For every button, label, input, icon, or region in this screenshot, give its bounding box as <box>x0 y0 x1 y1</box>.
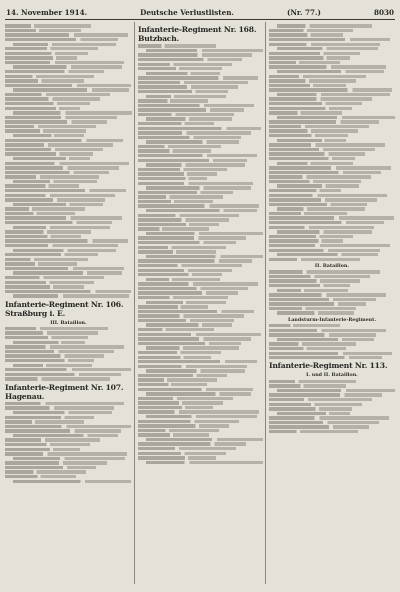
casualty-entry <box>269 194 387 197</box>
casualty-entry <box>5 189 126 192</box>
casualty-entry <box>5 262 77 265</box>
casualty-entry <box>5 406 114 409</box>
battalion-subheading: I. und II. Bataillon. <box>306 372 358 379</box>
casualty-entry <box>13 134 84 137</box>
casualty-entry <box>138 351 221 354</box>
casualty-entry <box>269 65 386 68</box>
casualty-entry <box>138 305 208 308</box>
casualty-entry <box>146 209 257 212</box>
casualty-entry <box>269 102 362 105</box>
casualty-entry <box>138 269 232 272</box>
casualty-entry <box>5 290 131 293</box>
casualty-entry <box>269 33 343 36</box>
casualty-entry <box>269 129 358 132</box>
casualty-entry <box>277 162 353 165</box>
casualty-entry <box>269 235 353 238</box>
casualty-entry <box>277 93 390 96</box>
casualty-entry <box>269 79 356 82</box>
casualty-entry <box>269 148 375 151</box>
casualty-entry <box>13 271 122 274</box>
casualty-entry <box>5 416 94 419</box>
casualty-list-block <box>269 324 395 359</box>
casualty-entry <box>269 75 366 78</box>
casualty-entry <box>146 117 232 120</box>
casualty-entry <box>5 285 84 288</box>
casualty-entry <box>138 81 248 84</box>
casualty-entry <box>269 221 384 224</box>
header-page-number: 8030 <box>373 7 394 17</box>
casualty-entry <box>269 416 389 419</box>
casualty-entry <box>138 356 211 359</box>
casualty-entry <box>138 401 223 404</box>
casualty-entry <box>5 239 128 242</box>
casualty-entry <box>269 212 347 215</box>
casualty-entry <box>146 163 245 166</box>
casualty-entry <box>138 447 236 450</box>
casualty-entry <box>138 442 246 445</box>
casualty-entry <box>13 294 129 297</box>
casualty-entry <box>138 291 238 294</box>
casualty-entry <box>269 430 358 433</box>
casualty-entry <box>277 207 365 210</box>
casualty-entry <box>138 90 228 93</box>
casualty-entry <box>138 149 211 152</box>
casualty-entry <box>138 333 261 336</box>
casualty-entry <box>138 218 229 221</box>
casualty-entry <box>269 293 386 296</box>
casualty-entry <box>138 223 219 226</box>
casualty-entry <box>138 227 209 230</box>
casualty-entry <box>269 111 342 114</box>
casualty-entry <box>5 466 96 469</box>
header-date: 14. November 1914. <box>6 7 88 17</box>
casualty-entry <box>5 148 103 151</box>
casualty-list-block <box>5 24 132 298</box>
casualty-entry <box>146 323 232 326</box>
casualty-entry <box>138 104 254 107</box>
casualty-entry <box>138 378 217 381</box>
casualty-entry <box>5 373 121 376</box>
casualty-entry <box>5 281 94 284</box>
casualty-entry <box>138 241 236 244</box>
casualty-entry <box>5 216 122 219</box>
casualty-entry <box>5 152 93 155</box>
casualty-entry <box>5 207 85 210</box>
casualty-entry <box>277 389 395 392</box>
casualty-entry <box>138 113 234 116</box>
battalion-heading: III. Bataillon. <box>50 319 87 326</box>
casualty-entry <box>269 380 356 383</box>
casualty-entry <box>269 38 390 41</box>
casualty-list-block <box>5 327 132 381</box>
casualty-entry <box>138 406 213 409</box>
casualty-entry <box>5 438 100 441</box>
casualty-entry <box>138 172 217 175</box>
regiment-heading-168: Infanterie-Regiment Nr. 168. Butzbach. <box>138 25 257 43</box>
column-left <box>5 23 132 588</box>
casualty-entry <box>269 329 386 332</box>
casualty-entry <box>5 377 110 380</box>
casualty-entry <box>138 360 257 363</box>
casualty-entry <box>277 338 374 341</box>
casualty-entry <box>269 143 385 146</box>
casualty-entry <box>13 180 97 183</box>
header-issue: (Nr. 77.) <box>286 7 321 17</box>
casualty-entry <box>5 368 131 371</box>
casualty-entry <box>5 47 98 50</box>
casualty-entry <box>138 420 239 423</box>
casualty-entry <box>5 443 90 446</box>
casualty-entry <box>269 352 392 355</box>
landsturm-heading: Landsturm-Infanterie-Regiment. <box>287 316 377 323</box>
casualty-entry <box>138 314 244 317</box>
casualty-entry <box>5 235 81 238</box>
casualty-entry <box>5 267 124 270</box>
casualty-entry <box>138 204 259 207</box>
casualty-entry <box>138 383 207 386</box>
casualty-entry <box>269 134 348 137</box>
casualty-entry <box>269 56 350 59</box>
casualty-entry <box>138 58 242 61</box>
casualty-entry <box>146 369 245 372</box>
casualty-entry <box>146 392 251 395</box>
casualty-entry <box>13 157 90 160</box>
casualty-entry <box>5 139 123 142</box>
casualty-entry <box>138 433 209 436</box>
casualty-entry <box>138 287 248 290</box>
casualty-entry <box>138 388 253 391</box>
casualty-entry <box>13 480 131 483</box>
casualty-entry <box>5 244 118 247</box>
casualty-entry <box>5 79 84 82</box>
casualty-entry <box>5 24 91 27</box>
casualty-entry <box>138 282 258 285</box>
casualty-entry <box>5 102 90 105</box>
casualty-entry <box>269 275 370 278</box>
casualty-entry <box>138 246 226 249</box>
casualty-entry <box>277 412 350 415</box>
casualty-list-block <box>269 270 395 315</box>
casualty-entry <box>269 52 360 55</box>
casualty-entry <box>5 93 110 96</box>
casualty-entry <box>138 182 253 185</box>
casualty-entry <box>138 296 228 299</box>
casualty-entry <box>13 88 129 91</box>
casualty-entry <box>138 99 208 102</box>
casualty-entry <box>5 84 131 87</box>
casualty-entry <box>5 116 117 119</box>
casualty-entry <box>5 258 88 261</box>
casualty-entry <box>269 175 371 178</box>
casualty-entry <box>5 221 112 224</box>
casualty-entry <box>138 44 216 47</box>
casualty-entry <box>13 457 125 460</box>
casualty-entry <box>269 157 355 160</box>
casualty-entry <box>269 270 380 273</box>
casualty-entry <box>269 258 360 261</box>
casualty-entry <box>5 452 127 455</box>
column-right <box>269 23 395 588</box>
casualty-entry <box>138 236 246 239</box>
casualty-entry <box>138 108 244 111</box>
casualty-entry <box>5 175 99 178</box>
casualty-entry <box>146 140 239 143</box>
casualty-entry <box>269 347 346 350</box>
casualty-list-block <box>5 402 132 483</box>
casualty-entry <box>5 429 121 432</box>
casualty-entry <box>138 177 207 180</box>
casualty-entry <box>5 120 107 123</box>
casualty-entry <box>269 249 380 252</box>
casualty-entry <box>269 342 356 345</box>
casualty-entry <box>13 226 110 229</box>
casualty-entry <box>269 152 365 155</box>
casualty-entry <box>277 253 378 256</box>
casualty-entry <box>269 198 377 201</box>
casualty-entry <box>5 184 79 187</box>
casualty-entry <box>5 461 107 464</box>
casualty-entry <box>5 425 131 428</box>
casualty-entry <box>5 420 84 423</box>
column-divider-2 <box>265 22 266 584</box>
casualty-entry <box>269 189 341 192</box>
casualty-entry <box>269 84 346 87</box>
casualty-entry <box>5 253 98 256</box>
casualty-entry <box>5 198 105 201</box>
regiment-heading-107: Infanterie-Regiment Nr. 107. Hagenau. <box>5 382 124 401</box>
casualty-entry <box>138 159 247 162</box>
casualty-entry <box>5 359 94 362</box>
casualty-entry <box>277 311 354 314</box>
column-divider-1 <box>134 22 135 584</box>
casualty-entry <box>146 255 263 258</box>
casualty-entry <box>269 61 340 64</box>
casualty-entry <box>5 354 104 357</box>
casualty-entry <box>5 276 104 279</box>
casualty-entry <box>269 203 367 206</box>
casualty-entry <box>13 111 132 114</box>
casualty-entry <box>5 230 91 233</box>
casualty-entry <box>5 75 94 78</box>
casualty-entry <box>269 88 392 91</box>
casualty-entry <box>5 470 86 473</box>
casualty-list-block <box>269 24 395 261</box>
casualty-entry <box>146 278 220 281</box>
casualty-entry <box>138 168 227 171</box>
casualty-entry <box>138 264 242 267</box>
casualty-entry <box>138 154 257 157</box>
casualty-entry <box>5 212 75 215</box>
regiment-heading-106: Infanterie-Regiment Nr. 106. Straßburg i. E. <box>5 299 124 318</box>
casualty-entry <box>269 356 382 359</box>
casualty-entry <box>138 136 241 139</box>
casualty-entry <box>146 232 263 235</box>
casualty-entry <box>138 200 213 203</box>
casualty-entry <box>5 345 124 348</box>
casualty-entry <box>13 434 118 437</box>
casualty-entry <box>146 186 251 189</box>
battalion-heading: II. Bataillon. <box>314 263 350 270</box>
casualty-entry <box>277 139 346 142</box>
casualty-entry <box>5 107 80 110</box>
casualty-entry <box>269 403 362 406</box>
casualty-entry <box>5 52 88 55</box>
casualty-entry <box>269 333 376 336</box>
casualty-entry <box>269 97 372 100</box>
casualty-entry <box>269 398 372 401</box>
casualty-entry <box>138 365 247 368</box>
casualty-entry <box>138 319 234 322</box>
casualty-entry <box>269 421 379 424</box>
casualty-entry <box>138 342 241 345</box>
casualty-entry <box>146 95 226 98</box>
casualty-entry <box>269 180 361 183</box>
casualty-entry <box>269 171 381 174</box>
casualty-entry <box>138 259 252 262</box>
casualty-entry <box>269 279 360 282</box>
casualty-entry <box>138 76 258 79</box>
casualty-entry <box>138 195 223 198</box>
casualty-entry <box>5 350 114 353</box>
casualty-entry <box>138 429 219 432</box>
casualty-entry <box>269 43 380 46</box>
casualty-entry <box>146 72 220 75</box>
casualty-entry <box>5 162 129 165</box>
casualty-entry <box>277 47 378 50</box>
casualty-entry <box>277 184 359 187</box>
casualty-entry <box>146 346 239 349</box>
casualty-entry <box>138 53 252 56</box>
casualty-entry <box>5 194 115 197</box>
page-header <box>6 6 394 18</box>
casualty-entry <box>146 301 226 304</box>
casualty-entry <box>269 125 369 128</box>
casualty-entry <box>269 107 352 110</box>
casualty-entry <box>5 97 100 100</box>
casualty-list-block <box>269 380 395 434</box>
casualty-entry <box>269 216 394 219</box>
casualty-entry <box>269 425 369 428</box>
casualty-entry <box>138 410 259 413</box>
casualty-entry <box>5 327 108 330</box>
casualty-entry <box>13 43 116 46</box>
casualty-entry <box>5 171 109 174</box>
casualty-entry <box>5 33 128 36</box>
casualty-entry <box>5 29 81 32</box>
casualty-entry <box>277 24 372 27</box>
casualty-entry <box>13 364 92 367</box>
casualty-entry <box>269 407 352 410</box>
casualty-entry <box>5 331 98 334</box>
casualty-entry <box>277 230 372 233</box>
casualty-entry <box>5 70 104 73</box>
casualty-entry <box>146 438 263 441</box>
casualty-entry <box>5 475 76 478</box>
casualty-entry <box>138 328 214 331</box>
casualty-entry <box>138 250 216 253</box>
casualty-entry <box>5 402 124 405</box>
casualty-entry <box>13 411 112 414</box>
casualty-entry <box>5 61 124 64</box>
casualty-entry <box>13 203 103 206</box>
casualty-entry <box>5 448 80 451</box>
casualty-entry <box>277 289 348 292</box>
casualty-entry <box>269 324 340 327</box>
casualty-entry <box>138 145 221 148</box>
casualty-entry <box>138 131 251 134</box>
casualty-entry <box>269 307 356 310</box>
casualty-entry <box>5 56 77 59</box>
casualty-entry <box>146 461 263 464</box>
casualty-entry <box>5 129 86 132</box>
casualty-entry <box>269 29 353 32</box>
casualty-entry <box>138 191 233 194</box>
casualty-entry <box>5 38 118 41</box>
casualty-entry <box>138 127 261 130</box>
casualty-entry <box>269 298 376 301</box>
header-rule <box>5 19 395 20</box>
casualty-entry <box>269 226 374 229</box>
casualty-entry <box>5 143 113 146</box>
casualty-entry <box>13 65 122 68</box>
casualty-entry <box>138 67 222 70</box>
casualty-entry <box>13 341 85 344</box>
casualty-entry <box>269 284 350 287</box>
casualty-entry <box>269 166 391 169</box>
casualty-entry <box>5 166 119 169</box>
casualty-entry <box>146 415 257 418</box>
column-middle <box>138 23 263 588</box>
casualty-entry <box>277 116 395 119</box>
casualty-entry <box>269 393 382 396</box>
casualty-entry <box>269 244 390 247</box>
casualty-entry <box>269 120 379 123</box>
casualty-entry <box>269 302 366 305</box>
casualty-entry <box>13 249 116 252</box>
casualty-entry <box>138 214 239 217</box>
casualty-entry <box>269 384 346 387</box>
casualty-entry <box>138 424 229 427</box>
casualty-entry <box>269 239 343 242</box>
casualty-entry <box>138 310 254 313</box>
casualty-entry <box>138 273 222 276</box>
casualty-entry <box>138 122 214 125</box>
casualty-entry <box>138 63 232 66</box>
casualty-entry <box>138 397 233 400</box>
regiment-heading-113: Infanterie-Regiment Nr. 113. <box>269 361 388 371</box>
casualty-entry <box>5 125 96 128</box>
casualty-entry <box>138 374 227 377</box>
casualty-entry <box>138 85 238 88</box>
casualty-entry <box>138 452 226 455</box>
header-paper-title: Deutsche Verlustlisten. <box>140 7 234 17</box>
casualty-entry <box>138 337 251 340</box>
casualty-list-block <box>138 44 263 464</box>
casualty-entry <box>277 70 384 73</box>
casualty-entry <box>5 336 88 339</box>
casualty-entry <box>138 456 216 459</box>
casualty-entry <box>146 49 263 52</box>
